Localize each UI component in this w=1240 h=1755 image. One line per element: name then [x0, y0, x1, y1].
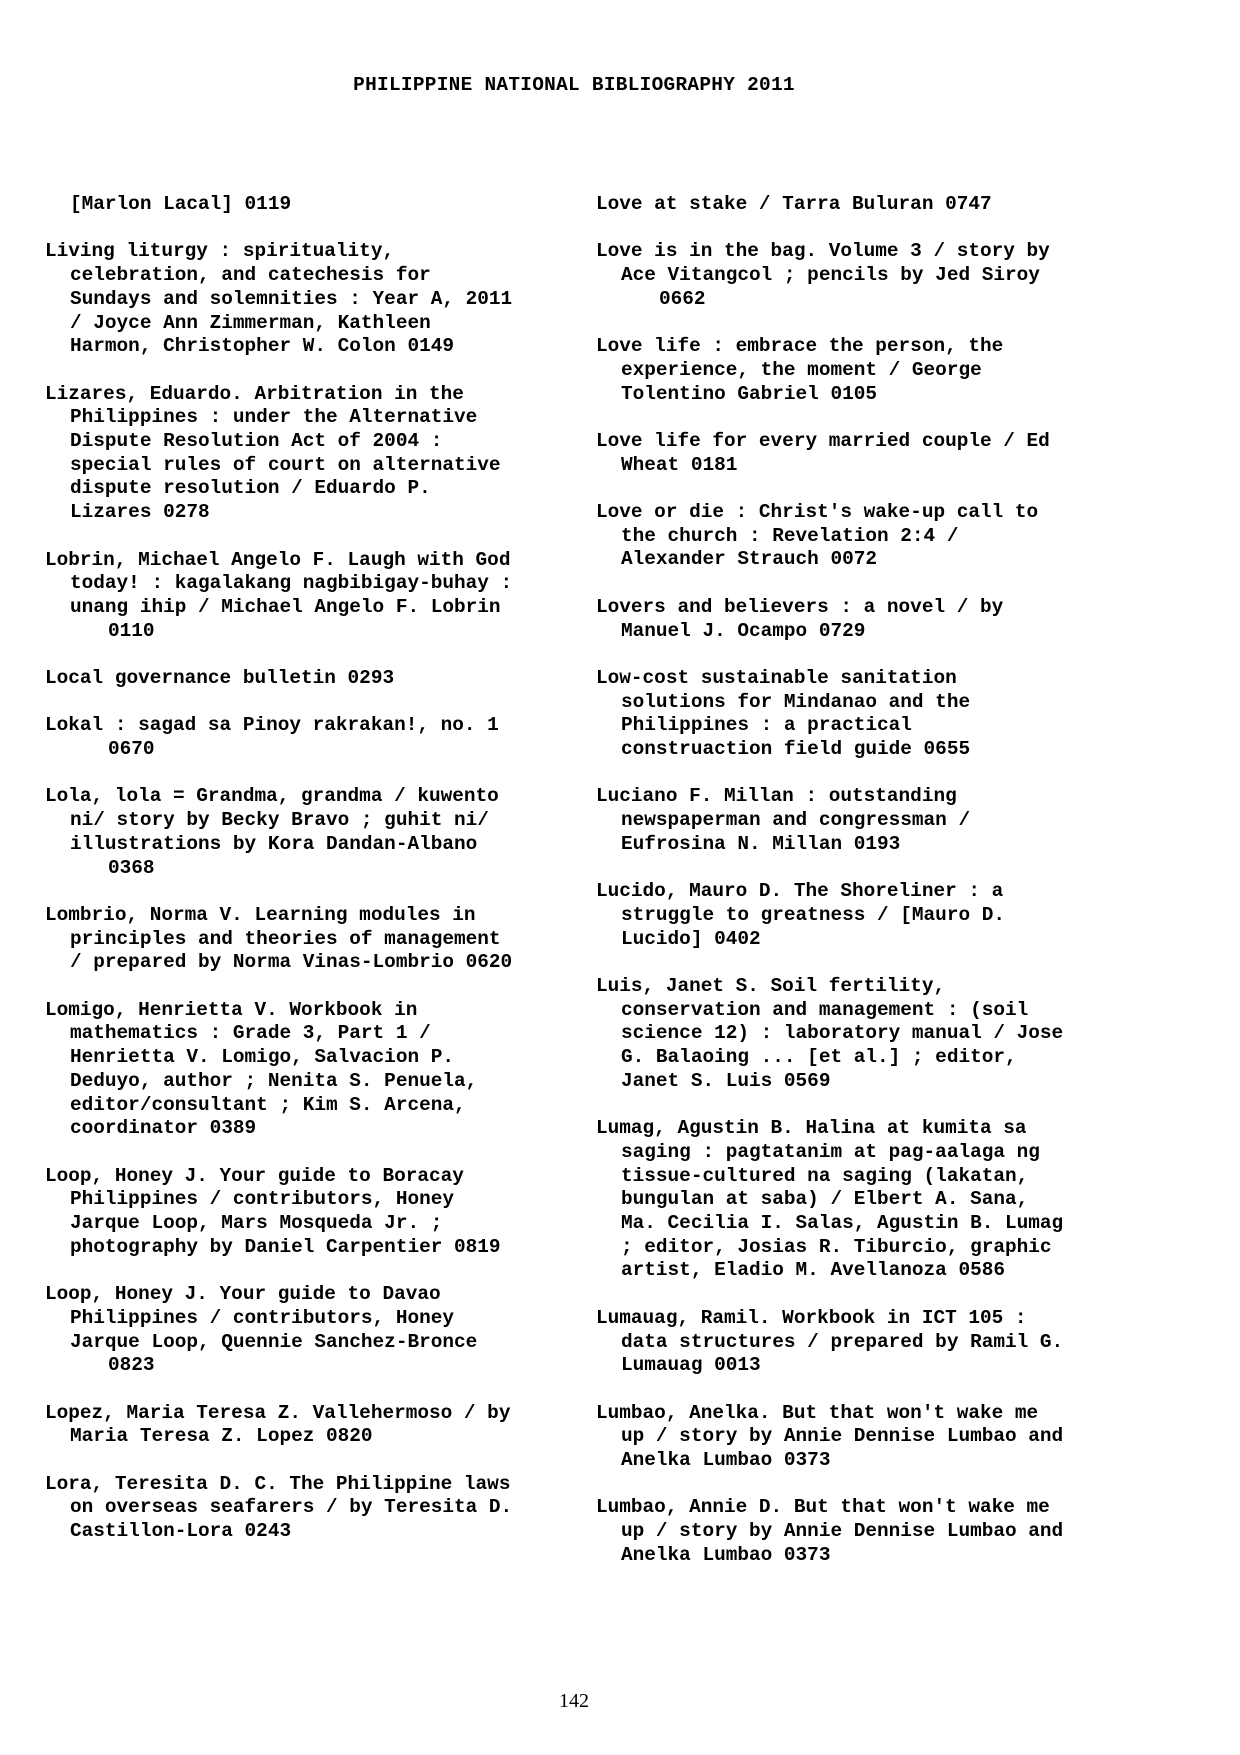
entry-line: Luciano F. Millan : outstanding	[596, 785, 957, 808]
bibliography-entry	[45, 193, 565, 217]
entry-line: illustrations by Kora Dandan-Albano	[70, 832, 478, 855]
entry-line: solutions for Mindanao and the	[621, 690, 971, 713]
right-column	[596, 193, 1116, 1591]
entry-line: data structures / prepared by Ramil G.	[621, 1330, 1064, 1353]
entry-line: artist, Eladio M. Avellanoza 0586	[621, 1259, 1005, 1282]
entry-line: Janet S. Luis 0569	[621, 1069, 831, 1092]
entry-line: bungulan at saba) / Elbert A. Sana,	[621, 1188, 1029, 1211]
entry-line: Philippines / contributors, Honey	[70, 1306, 454, 1329]
entry-line: Low-cost sustainable sanitation	[596, 666, 957, 689]
entry-line: Dispute Resolution Act of 2004 :	[70, 430, 443, 452]
bibliography-entry	[596, 880, 1116, 951]
entry-line: Lovers and believers : a novel / by	[596, 595, 1004, 618]
entry-line: photography by Daniel Carpentier 0819	[70, 1235, 501, 1258]
entry-line: Lomigo, Henrietta V. Workbook in	[45, 998, 418, 1021]
bibliography-entry	[45, 240, 565, 359]
entry-line: Lokal : sagad sa Pinoy rakrakan!, no. 1	[45, 714, 499, 737]
entry-line: Ace Vitangcol ; pencils by Jed Siroy	[621, 264, 1040, 287]
entry-line: Sundays and solemnities : Year A, 2011	[70, 287, 513, 310]
entry-line: Luis, Janet S. Soil fertility,	[596, 975, 946, 998]
page-header: PHILIPPINE NATIONAL BIBLIOGRAPHY 2011	[353, 74, 795, 96]
entry-line: Anelka Lumbao 0373	[621, 1543, 831, 1566]
bibliography-entry	[45, 1402, 565, 1449]
entry-line: Lola, lola = Grandma, grandma / kuwento	[45, 785, 499, 808]
entry-line: Lora, Teresita D. C. The Philippine laws	[45, 1472, 511, 1495]
bibliography-entry	[596, 1117, 1116, 1283]
entry-line: Local governance bulletin 0293	[45, 667, 395, 689]
entry-line: mathematics : Grade 3, Part 1 /	[70, 1022, 431, 1045]
entry-line: [Marlon Lacal] 0119	[70, 193, 292, 215]
entry-line: Love life : embrace the person, the	[596, 335, 1004, 358]
entry-line: dispute resolution / Eduardo P.	[70, 477, 431, 500]
entry-line: Love is in the bag. Volume 3 / story by	[596, 240, 1050, 263]
bibliography-entry	[596, 1402, 1116, 1473]
entry-line: the church : Revelation 2:4 /	[621, 524, 959, 547]
entry-line: Lizares, Eduardo. Arbitration in the	[45, 382, 464, 405]
bibliography-entry	[596, 596, 1116, 643]
bibliography-entry	[596, 501, 1116, 572]
entry-line: G. Balaoing ... [et al.] ; editor,	[621, 1046, 1017, 1069]
bibliography-entry	[45, 549, 565, 644]
entry-line: Harmon, Christopher W. Colon 0149	[70, 335, 454, 358]
entry-line: / prepared by Norma Vinas-Lombrio 0620	[70, 951, 513, 974]
entry-line: 0110	[108, 619, 155, 642]
page-number: 142	[559, 1690, 589, 1712]
bibliography-entry	[596, 1496, 1116, 1567]
entry-line: Lumauag, Ramil. Workbook in ICT 105 :	[596, 1306, 1027, 1329]
entry-line: unang ihip / Michael Angelo F. Lobrin	[70, 595, 501, 618]
entry-line: tissue-cultured na saging (lakatan,	[621, 1164, 1029, 1187]
bibliography-entry	[596, 667, 1116, 762]
entry-line: Love or die : Christ's wake-up call to	[596, 501, 1039, 524]
entry-line: today! : kagalakang nagbibigay-buhay :	[70, 572, 513, 595]
entry-line: Maria Teresa Z. Lopez 0820	[70, 1425, 373, 1448]
bibliography-entry	[596, 430, 1116, 477]
entry-line: experience, the moment / George	[621, 358, 982, 381]
entry-line: Lumag, Agustin B. Halina at kumita sa	[596, 1117, 1027, 1140]
entry-line: Philippines / contributors, Honey	[70, 1188, 454, 1211]
entry-line: Love life for every married couple / Ed	[596, 429, 1050, 452]
entry-line: newspaperman and congressman /	[621, 809, 971, 832]
entry-line: Love at stake / Tarra Buluran 0747	[596, 193, 992, 215]
bibliography-entry	[45, 785, 565, 880]
entry-line: struggle to greatness / [Mauro D.	[621, 903, 1005, 926]
entry-line: Alexander Strauch 0072	[621, 548, 877, 571]
entry-line: Lucido] 0402	[621, 927, 761, 950]
entry-line: saging : pagtatanim at pag-aalaga ng	[621, 1140, 1040, 1163]
bibliography-entry	[596, 1307, 1116, 1378]
left-column	[45, 193, 565, 1568]
bibliography-entry	[45, 383, 565, 525]
entry-line: Castillon-Lora 0243	[70, 1520, 292, 1543]
entry-line: Lobrin, Michael Angelo F. Laugh with God	[45, 548, 511, 571]
entry-line: Lumbao, Anelka. But that won't wake me	[596, 1401, 1039, 1424]
entry-line: Eufrosina N. Millan 0193	[621, 832, 901, 855]
entry-line: 0670	[108, 738, 155, 761]
entry-line: Henrietta V. Lomigo, Salvacion P.	[70, 1046, 454, 1069]
entry-line: Deduyo, author ; Nenita S. Penuela,	[70, 1069, 478, 1092]
entry-line: 0662	[659, 287, 706, 310]
bibliography-entry	[596, 335, 1116, 406]
entry-line: up / story by Annie Dennise Lumbao and	[621, 1425, 1064, 1448]
entry-line: Lumbao, Annie D. But that won't wake me	[596, 1496, 1050, 1519]
bibliography-entry	[596, 785, 1116, 856]
entry-line: ni/ story by Becky Bravo ; guhit ni/	[70, 809, 489, 832]
bibliography-entry	[45, 904, 565, 975]
entry-line: science 12) : laboratory manual / Jose	[621, 1022, 1064, 1045]
entry-line: Living liturgy : spirituality,	[45, 240, 395, 263]
entry-line: coordinator 0389	[70, 1117, 257, 1140]
entry-line: Lombrio, Norma V. Learning modules in	[45, 903, 476, 926]
entry-line: Lucido, Mauro D. The Shoreliner : a	[596, 880, 1004, 903]
bibliography-entry	[45, 999, 565, 1141]
bibliography-entry	[596, 240, 1116, 311]
entry-line: Ma. Cecilia I. Salas, Agustin B. Lumag	[621, 1212, 1064, 1235]
entry-line: 0368	[108, 856, 155, 879]
entry-line: Loop, Honey J. Your guide to Davao	[45, 1283, 441, 1306]
bibliography-entry	[45, 667, 565, 691]
entry-line: principles and theories of management	[70, 927, 501, 950]
entry-line: Anelka Lumbao 0373	[621, 1449, 831, 1472]
entry-line: / Joyce Ann Zimmerman, Kathleen	[70, 311, 431, 334]
entry-line: Lopez, Maria Teresa Z. Vallehermoso / by	[45, 1401, 511, 1424]
entry-line: Manuel J. Ocampo 0729	[621, 619, 866, 642]
entry-line: Jarque Loop, Mars Mosqueda Jr. ;	[70, 1212, 443, 1235]
entry-line: Lizares 0278	[70, 501, 210, 524]
entry-line: Philippines : a practical	[621, 714, 912, 737]
bibliography-entry	[596, 975, 1116, 1094]
entry-line: 0823	[108, 1354, 155, 1377]
bibliography-entry	[45, 714, 565, 761]
entry-line: construaction field guide 0655	[621, 738, 971, 761]
entry-line: Wheat 0181	[621, 453, 738, 476]
entry-line: Loop, Honey J. Your guide to Boracay	[45, 1164, 464, 1187]
entry-line: Jarque Loop, Quennie Sanchez-Bronce	[70, 1330, 478, 1353]
entry-line: up / story by Annie Dennise Lumbao and	[621, 1520, 1064, 1543]
entry-line: conservation and management : (soil	[621, 998, 1029, 1021]
entry-line: Lumauag 0013	[621, 1354, 761, 1377]
entry-line: ; editor, Josias R. Tiburcio, graphic	[621, 1235, 1052, 1258]
bibliography-entry	[45, 1283, 565, 1378]
bibliography-entry	[45, 1473, 565, 1544]
bibliography-entry	[45, 1165, 565, 1260]
entry-line: Philippines : under the Alternative	[70, 406, 478, 429]
bibliography-entry	[596, 193, 1116, 217]
entry-line: special rules of court on alternative	[70, 453, 501, 476]
entry-line: celebration, and catechesis for	[70, 264, 431, 287]
entry-line: on overseas seafarers / by Teresita D.	[70, 1496, 513, 1519]
entry-line: editor/consultant ; Kim S. Arcena,	[70, 1093, 466, 1116]
entry-line: Tolentino Gabriel 0105	[621, 382, 877, 405]
